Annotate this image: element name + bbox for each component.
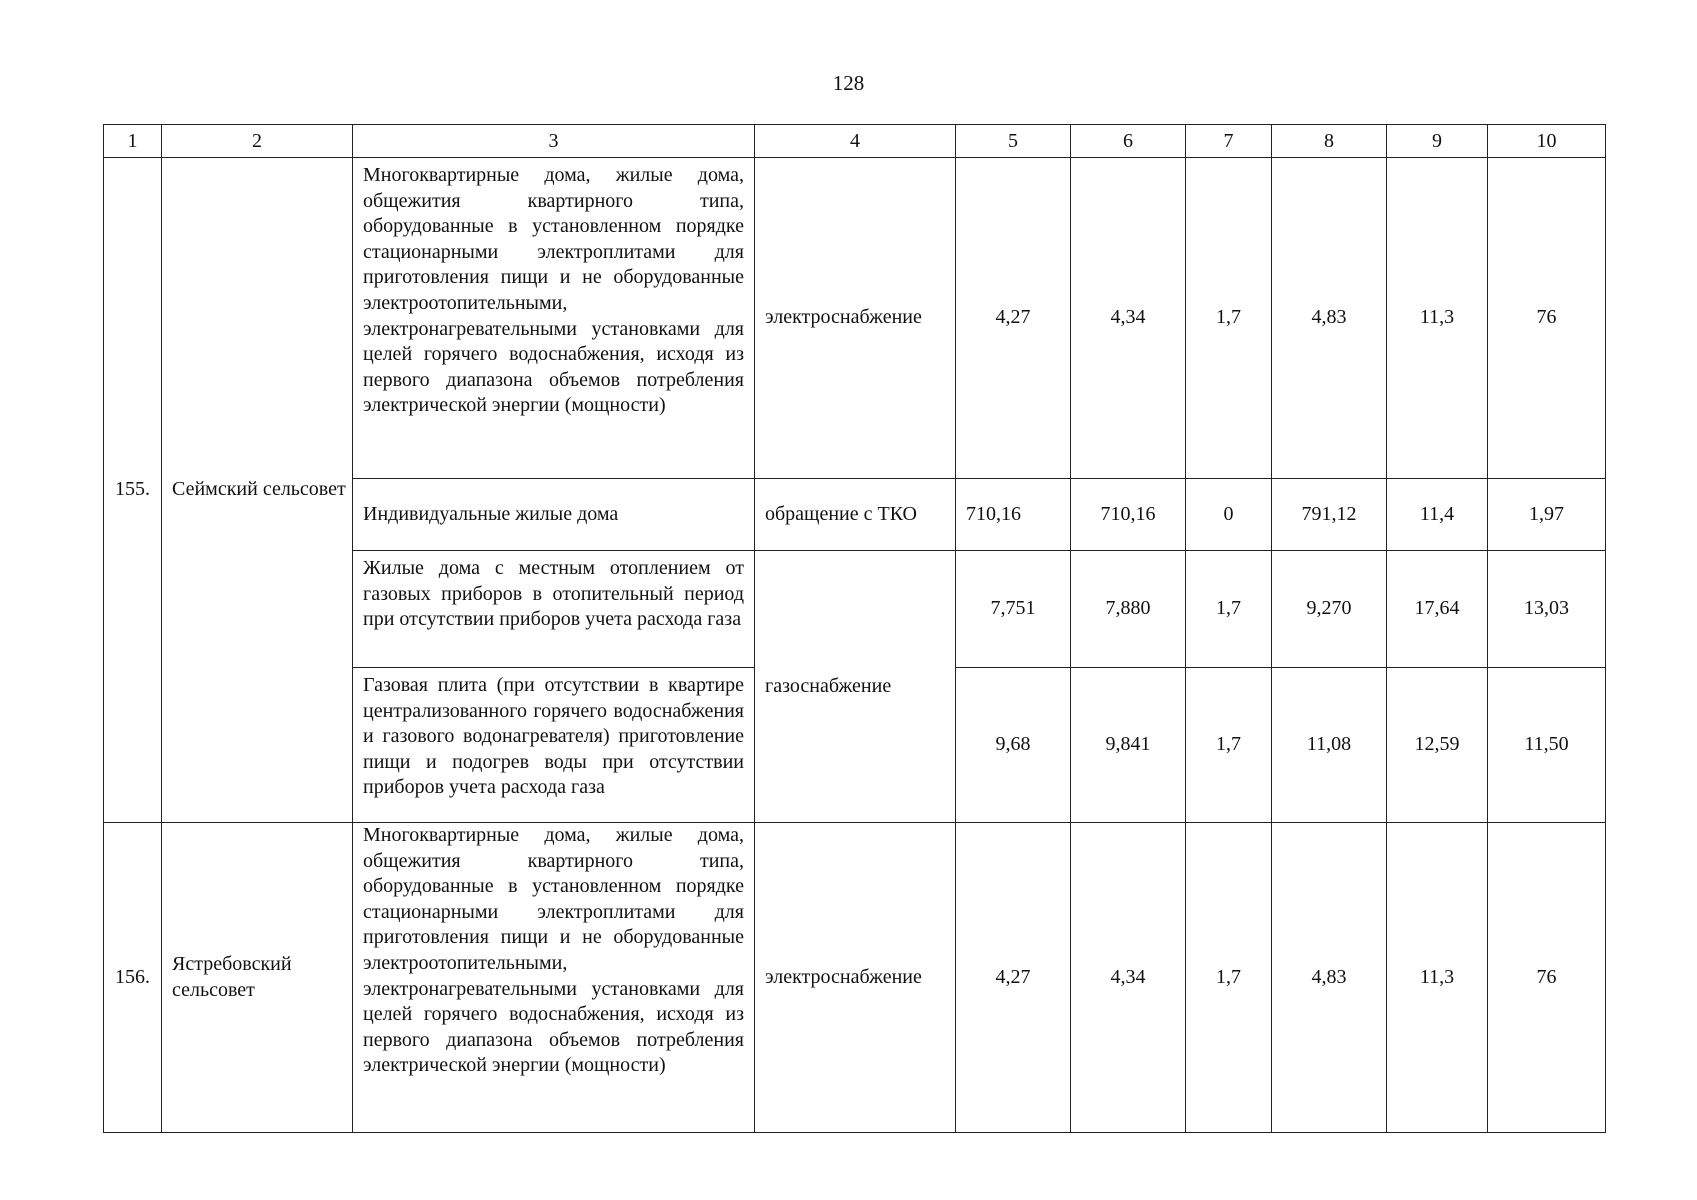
column-header: 4 [755, 125, 956, 158]
value-cell: 9,68 [956, 668, 1071, 823]
value-cell: 9,270 [1272, 551, 1387, 668]
value-cell: 11,50 [1488, 668, 1606, 823]
column-header: 1 [104, 125, 162, 158]
value-cell: 1,7 [1186, 551, 1272, 668]
housing-description: Газовая плита (при отсутствии в квартире централизованного горячего водоснабжения и газового водонагревателя) приготовление пищи и подогрев воды при отсутствии приборов учета расхода газа [353, 668, 755, 823]
value-cell: 1,7 [1186, 668, 1272, 823]
value-cell: 4,27 [956, 823, 1071, 1133]
service-type: электроснабжение [755, 158, 956, 479]
value-cell: 11,3 [1387, 158, 1488, 479]
value-cell: 17,64 [1387, 551, 1488, 668]
value-cell: 4,34 [1071, 158, 1186, 479]
page-number: 128 [832, 71, 865, 95]
value-cell: 7,751 [956, 551, 1071, 668]
value-cell: 76 [1488, 158, 1606, 479]
value-cell: 0 [1186, 479, 1272, 551]
value-cell: 12,59 [1387, 668, 1488, 823]
header-row [104, 125, 1606, 158]
value-cell: 76 [1488, 823, 1606, 1133]
value-cell: 4,34 [1071, 823, 1186, 1133]
value-cell: 710,16 [1071, 479, 1186, 551]
column-header: 7 [1186, 125, 1272, 158]
value-cell: 11,4 [1387, 479, 1488, 551]
value-cell: 710,16 [956, 479, 1071, 551]
column-header: 5 [956, 125, 1071, 158]
housing-description: Индивидуальные жилые дома [353, 479, 755, 551]
table-row [104, 823, 1606, 1133]
service-type: электроснабжение [755, 823, 956, 1133]
value-cell: 1,97 [1488, 479, 1606, 551]
housing-description: Многоквартирные дома, жилые дома, общежития квартирного типа, оборудованные в установленном порядке стационарными электроплитами для приготовления пищи и не оборудованные электроотопительными, электронагревательными установками для целей горячего водоснабжения, исходя из первого диапазона объемов потребления электрической энергии (мощности) [353, 823, 755, 1133]
value-cell: 9,841 [1071, 668, 1186, 823]
row-number: 156. [104, 823, 162, 1133]
housing-description: Жилые дома с местным отоплением от газовых приборов в отопительный период при отсутствии приборов учета расхода газа [353, 551, 755, 668]
column-header: 6 [1071, 125, 1186, 158]
value-cell: 11,08 [1272, 668, 1387, 823]
value-cell: 13,03 [1488, 551, 1606, 668]
value-cell: 7,880 [1071, 551, 1186, 668]
column-header: 9 [1387, 125, 1488, 158]
value-cell: 4,83 [1272, 158, 1387, 479]
settlement-name: Ястребовский сельсовет [162, 823, 353, 1133]
housing-description: Многоквартирные дома, жилые дома, общежития квартирного типа, оборудованные в установленном порядке стационарными электроплитами для приготовления пищи и не оборудованные электроотопительными, электронагревательными установками для целей горячего водоснабжения, исходя из первого диапазона объемов потребления электрической энергии (мощности) [353, 158, 755, 479]
value-cell: 1,7 [1186, 158, 1272, 479]
column-header: 2 [162, 125, 353, 158]
service-type: газоснабжение [755, 551, 956, 823]
settlement-name: Сеймский сельсовет [162, 158, 353, 823]
value-cell: 791,12 [1272, 479, 1387, 551]
value-cell: 11,3 [1387, 823, 1488, 1133]
table-row [104, 158, 1606, 479]
row-number: 155. [104, 158, 162, 823]
column-header: 8 [1272, 125, 1387, 158]
tariff-table [103, 124, 1606, 1133]
column-header: 10 [1488, 125, 1606, 158]
value-cell: 4,83 [1272, 823, 1387, 1133]
value-cell: 4,27 [956, 158, 1071, 479]
value-cell: 1,7 [1186, 823, 1272, 1133]
service-type: обращение с ТКО [755, 479, 956, 551]
column-header: 3 [353, 125, 755, 158]
